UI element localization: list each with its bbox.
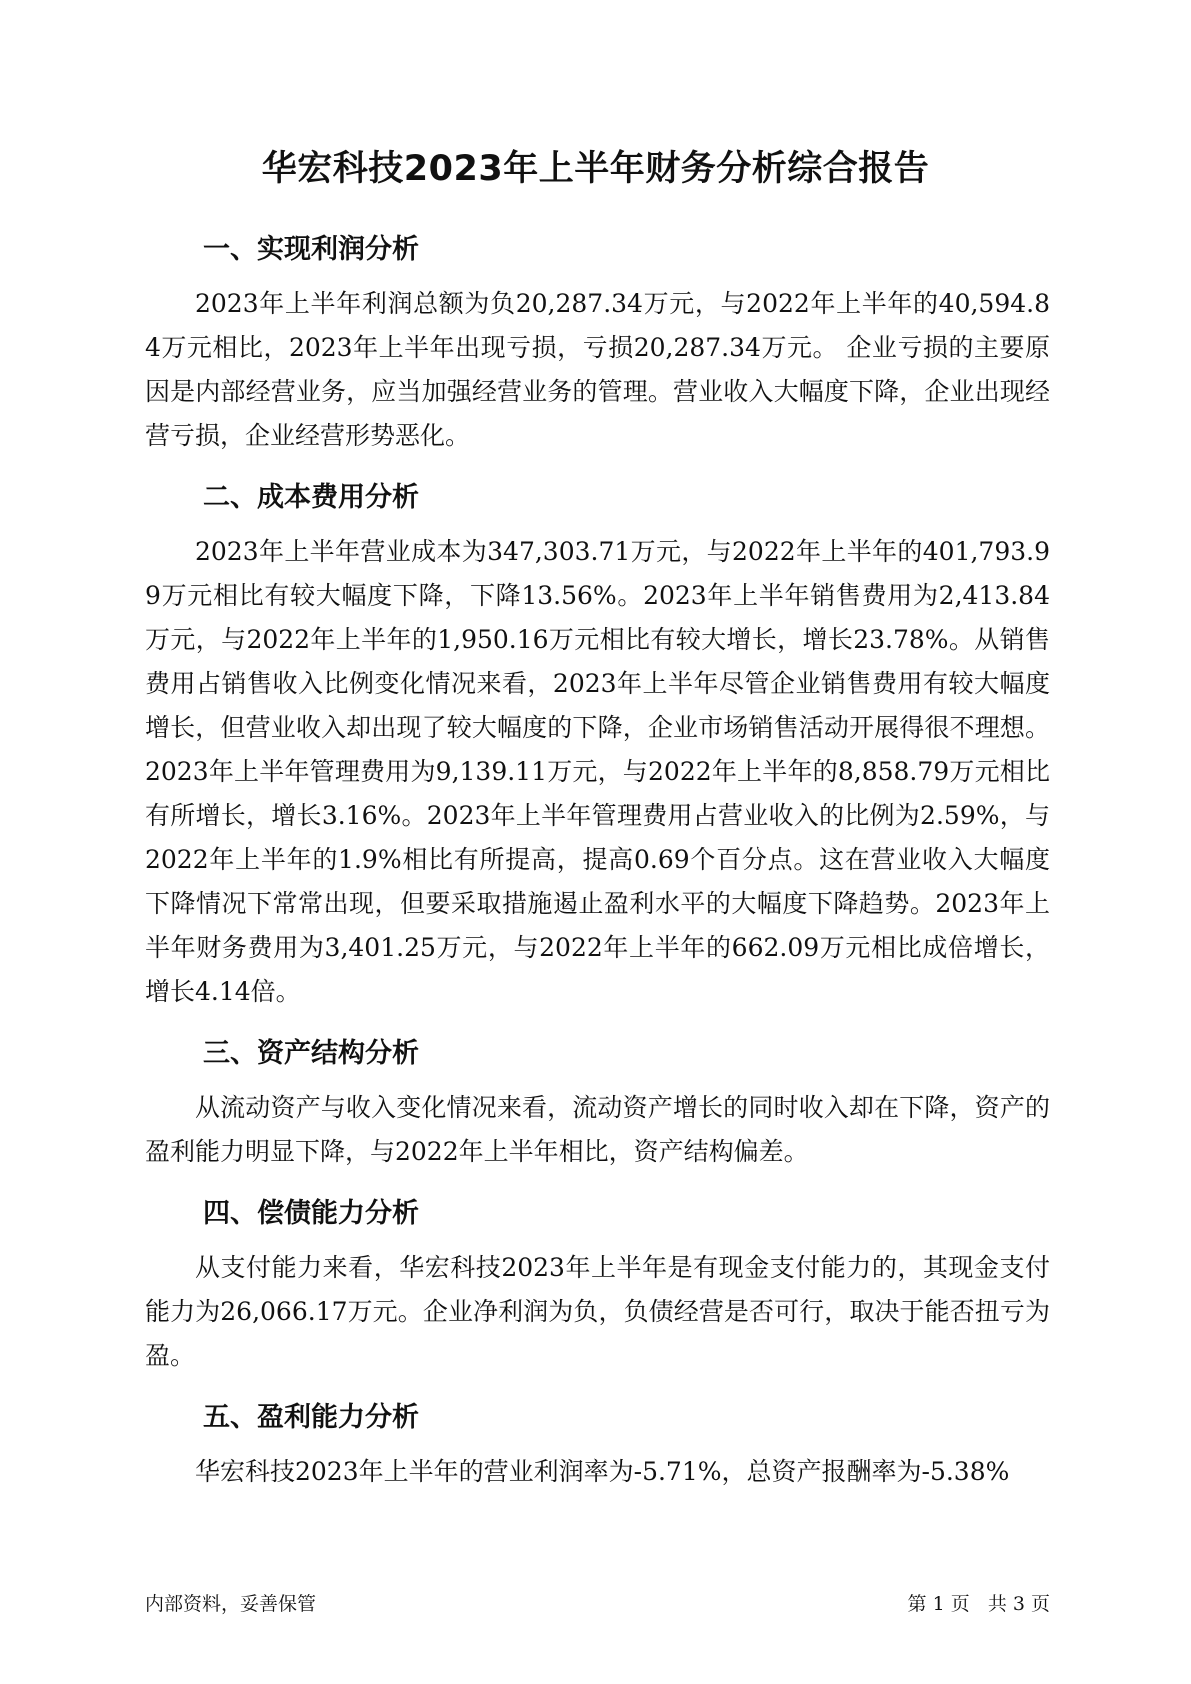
document-body	[145, 228, 1050, 1512]
page-number: 第 1 页 共 3 页	[907, 1593, 1050, 1615]
page-footer	[145, 1590, 1050, 1618]
footer-confidential-note: 内部资料，妥善保管	[145, 1593, 317, 1615]
section-paragraph: 从支付能力来看，华宏科技2023年上半年是有现金支付能力的，其现金支付能力为26,066.17万元。企业净利润为负，负债经营是否可行，取决于能否扭亏为盈。	[145, 1253, 1050, 1370]
section-profit	[145, 228, 1050, 458]
section-heading: 二、成本费用分析	[203, 482, 419, 513]
section-solvency	[145, 1192, 1050, 1378]
section-profitability	[145, 1396, 1050, 1494]
section-paragraph: 从流动资产与收入变化情况来看，流动资产增长的同时收入却在下降，资产的盈利能力明显下降，与2022年上半年相比，资产结构偏差。	[145, 1093, 1050, 1166]
section-asset-structure	[145, 1032, 1050, 1174]
section-cost	[145, 476, 1050, 1014]
section-heading: 四、偿债能力分析	[203, 1198, 419, 1229]
section-paragraph: 华宏科技2023年上半年的营业利润率为-5.71%，总资产报酬率为-5.38%	[195, 1457, 1010, 1486]
section-paragraph: 2023年上半年利润总额为负20,287.34万元，与2022年上半年的40,594.84万元相比，2023年上半年出现亏损，亏损20,287.34万元。 企业亏损的主要原因是内部经营业务，应当加强经营业务的管理。营业收入大幅度下降，企业出现经营亏损，企业经营形势恶化。	[145, 289, 1050, 450]
section-heading: 三、资产结构分析	[203, 1038, 419, 1069]
section-paragraph: 2023年上半年营业成本为347,303.71万元，与2022年上半年的401,793.99万元相比有较大幅度下降，下降13.56%。2023年上半年销售费用为2,413.84万元，与2022年上半年的1,950.16万元相比有较大增长，增长23.78%。从销售费用占销售收入比例变化情况来看，2023年上半年尽管企业销售费用有较大幅度增长，但营业收入却出现了较大幅度的下降，企业市场销售活动开展得很不理想。2023年上半年管理费用为9,139.11万元，与2022年上半年的8,858.79万元相比有所增长，增长3.16%。2023年上半年管理费用占营业收入的比例为2.59%，与2022年上半年的1.9%相比有所提高，提高0.69个百分点。这在营业收入大幅度下降情况下常常出现，但要采取措施遏止盈利水平的大幅度下降趋势。2023年上半年财务费用为3,401.25万元，与2022年上半年的662.09万元相比成倍增长，增长4.14倍。	[145, 537, 1050, 1006]
section-heading: 一、实现利润分析	[203, 234, 419, 265]
section-heading: 五、盈利能力分析	[203, 1402, 419, 1433]
document-title: 华宏科技2023年上半年财务分析综合报告	[261, 149, 930, 189]
